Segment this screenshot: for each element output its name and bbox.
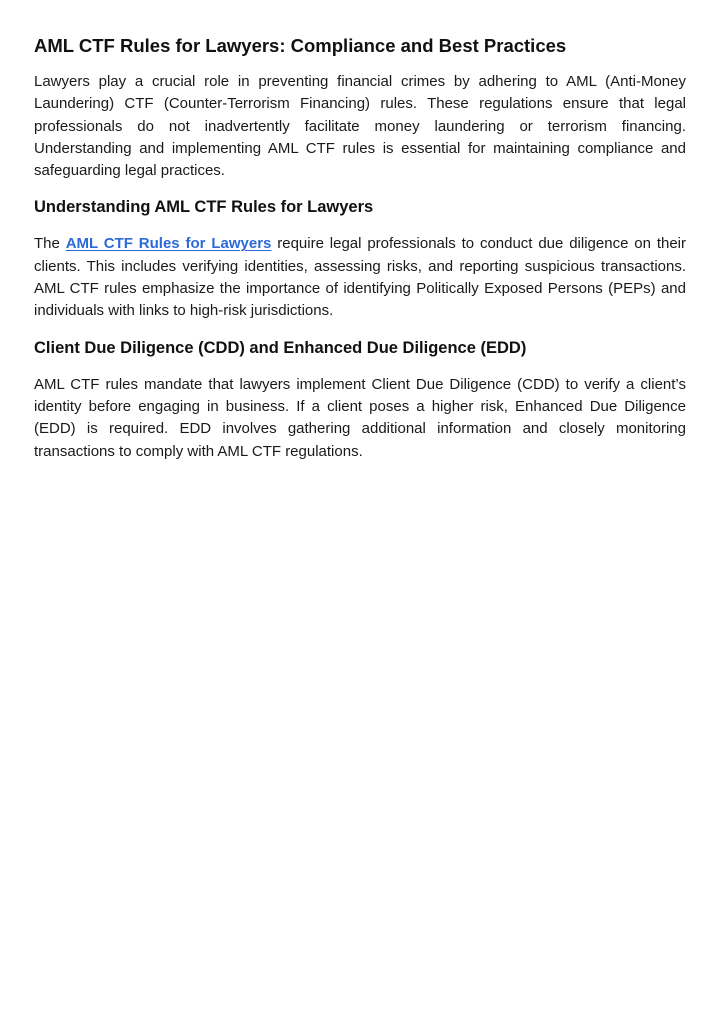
- cdd-edd-paragraph: AML CTF rules mandate that lawyers implement Client Due Diligence (CDD) to verify a client’s identity before engaging in business. If a client poses a higher risk, Enhanced Due Diligence (EDD) is required. EDD involves gathering additional information and closely monitoring transactions to comply with AML CTF regulations.: [34, 375, 686, 460]
- understanding-paragraph: [34, 233, 686, 322]
- paragraph-body-text: require legal professionals to conduct due diligence on their clients. This includes verifying identities, assessing risks, and reporting suspicious transactions. AML CTF rules emphasize the importance of identifying Politically Exposed Persons (PEPs) and individuals with links to high-risk jurisdictions.: [34, 235, 686, 320]
- intro-paragraph: Lawyers play a crucial role in preventing financial crimes by adhering to AML (Anti-Money Laundering) CTF (Counter-Terrorism Financing) rules. These regulations ensure that legal professionals do not inadvertently facilitate money laundering or terrorism financing. Understanding and implementing AML CTF rules is essential for maintaining compliance and safeguarding legal practices.: [34, 73, 686, 180]
- section-heading-cdd-edd: Client Due Diligence (CDD) and Enhanced Due Diligence (EDD): [34, 338, 527, 357]
- page-title: AML CTF Rules for Lawyers: Compliance and Best Practices: [34, 35, 567, 56]
- document-page: [34, 0, 686, 463]
- section-heading-understanding: Understanding AML CTF Rules for Lawyers: [34, 198, 374, 217]
- paragraph-lead-text: The: [34, 235, 66, 253]
- aml-ctf-rules-link[interactable]: AML CTF Rules for Lawyers: [65, 235, 272, 253]
